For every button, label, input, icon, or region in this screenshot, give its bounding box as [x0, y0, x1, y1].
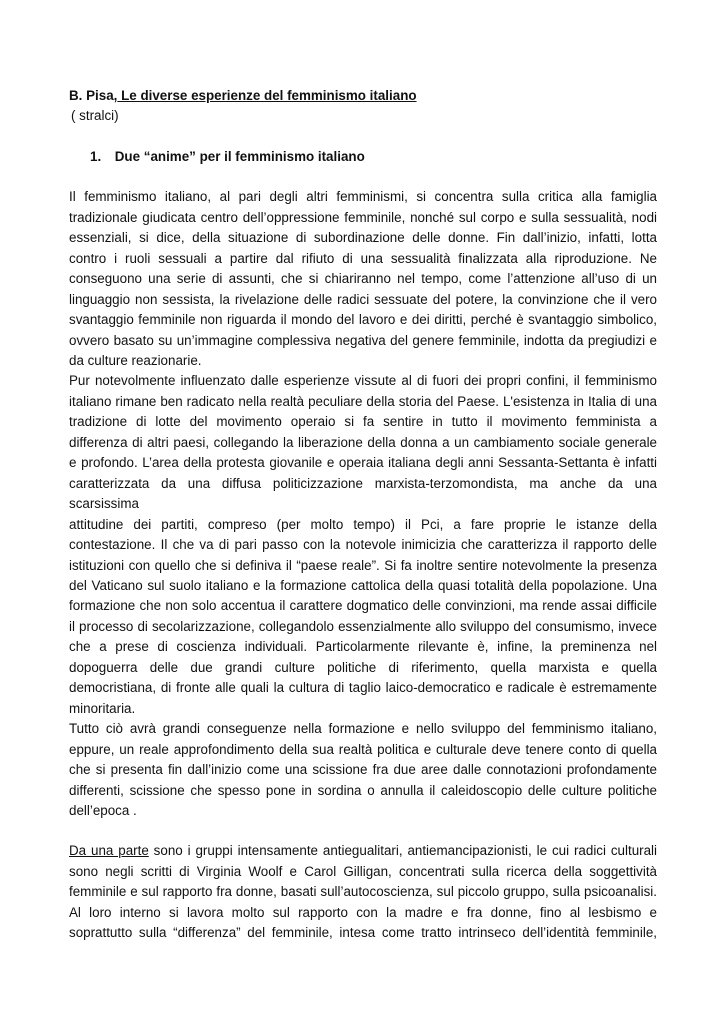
- text-line: formazione che non solo accentua il carattere dogmatico delle convinzioni, ma rende assai difficile: [69, 598, 657, 614]
- text-line: differenti, scissione che spesso pone in sordina o annulla il caleidoscopio delle culture politiche: [69, 782, 657, 798]
- text-line: contro i ruoli sessuali a partire dal rifiuto di una sessualità finalizzata alla riproduzione. Ne: [69, 250, 657, 266]
- text-line: minoritaria.: [69, 700, 136, 716]
- document-title: [69, 86, 657, 106]
- text-line: tradizione di lotte del movimento operaio si fa sentire in tutto il movimento femminista a: [69, 414, 657, 430]
- text-line-rest: sono i gruppi intensamente antiegualitari, antiemancipazionisti, le cui radici culturali: [148, 843, 658, 859]
- text-line: eppure, un reale approfondimento della sua realtà politica e culturale deve tenere conto di quella: [69, 741, 657, 757]
- text-line: contestazione. Il che va di pari passo con la notevole inimicizia che caratterizza il rapporto delle: [69, 537, 657, 553]
- text-line: che a prese di coscienza individuali. Particolarmente rilevante è, infine, la preminenza nel: [69, 639, 657, 655]
- author-name: B. Pisa,: [69, 88, 118, 103]
- section-number: 1.: [90, 148, 102, 164]
- text-line: dopoguerra delle due grandi culture politiche di riferimento, quella marxista e quella: [69, 659, 657, 675]
- text-line: Pur notevolmente influenzato dalle esperienze vissute al di fuori dei propri confini, il femminismo: [69, 373, 657, 389]
- text-line: [69, 841, 657, 861]
- text-line: italiano rimane ben radicato nella realtà peculiare della storia del Paese. L'esistenza in Italia di una: [69, 393, 657, 409]
- text-line: dell’epoca .: [69, 802, 137, 818]
- paragraph-2: [69, 371, 657, 719]
- text-line: soprattutto sulla “differenza” del femminile, intesa come tratto intrinseco dell’identità femminile,: [69, 925, 657, 941]
- text-line: Al loro interno si lavora molto sul rapporto con la madre e fra donne, fino al lesbismo e: [69, 904, 657, 920]
- work-title: Le diverse esperienze del femminismo italiano: [117, 88, 417, 103]
- text-line: del Vaticano sul suolo italiano e la formazione cattolica della quasi totalità della popolazione. Una: [69, 577, 657, 593]
- document-subtitle: ( stralci): [71, 108, 119, 124]
- text-line: Il femminismo italiano, al pari degli altri femminismi, si concentra sulla critica alla famiglia: [69, 189, 657, 205]
- text-line: femminile e sul rapporto fra donne, basati sull’autocoscienza, sul piccolo gruppo, sulla psicoanalisi.: [69, 884, 657, 900]
- text-line: che si presenta fin dall’inizio come una scissione fra due aree dalle connotazioni profondamente: [69, 762, 657, 778]
- text-line: linguaggio non sessista, la rivelazione delle radici sessuate del potere, la convinzione che il vero: [69, 291, 657, 307]
- text-line: tradizionale giudicata centro dell’oppressione femminile, nonché sul corpo e sulla sessualità, nodi: [69, 209, 657, 225]
- section-heading: [90, 147, 657, 167]
- text-line: istituzioni con quello che si definiva il “paese reale”. Si fa inoltre sentire notevolmente la presenza: [69, 557, 657, 573]
- text-line: il processo di secolarizzazione, collegandolo essenzialmente allo sviluppo del consumismo, invece: [69, 618, 657, 634]
- text-line: caratterizzata da una diffusa politicizzazione marxista-terzomondista, ma anche da una scarsissima: [69, 475, 657, 512]
- paragraph-spacer: [69, 821, 657, 841]
- emphasis-underline: Da una parte: [69, 843, 149, 859]
- text-line: e profondo. L’area della protesta giovanile e operaia italiana degli anni Sessanta-Settanta è infatti: [69, 455, 657, 471]
- paragraph-4: [69, 841, 657, 943]
- text-line: conseguono una serie di assunti, che si chiariranno nel tempo, come l’attenzione all’uso di un: [69, 271, 657, 287]
- text-line: sono negli scritti di Virginia Woolf e Carol Gilligan, concentrati sulla ricerca della soggettività: [69, 863, 657, 879]
- text-line: differenza di altri paesi, collegando la liberazione della donna a un cambiamento sociale generale: [69, 434, 657, 450]
- text-line: attitudine dei partiti, compreso (per molto tempo) il Pci, a fare proprie le istanze della: [69, 516, 657, 532]
- text-line: Tutto ciò avrà grandi conseguenze nella formazione e nello sviluppo del femminismo italiano,: [69, 721, 657, 737]
- text-line: svantaggio femminile non riguarda il mondo del lavoro e dei diritti, perché è svantaggio simbolico,: [69, 312, 657, 328]
- section-title: Due “anime” per il femminismo italiano: [114, 148, 365, 164]
- text-line: ovvero basato su un’immagine complessiva negativa del genere femminile, indotta da pregiudizi e: [69, 332, 657, 348]
- text-line: democristiana, di fronte alle quali la cultura di taglio laico-democratico e radicale è estremamente: [69, 680, 657, 696]
- document-body: [69, 86, 657, 944]
- paragraph-3: [69, 719, 657, 821]
- text-line: da culture reazionarie.: [69, 352, 202, 368]
- text-line: essenziali, si dice, della situazione di subordinazione delle donne. Fin dall’inizio, infatti, lotta: [69, 230, 657, 246]
- paragraph-1: [69, 187, 657, 371]
